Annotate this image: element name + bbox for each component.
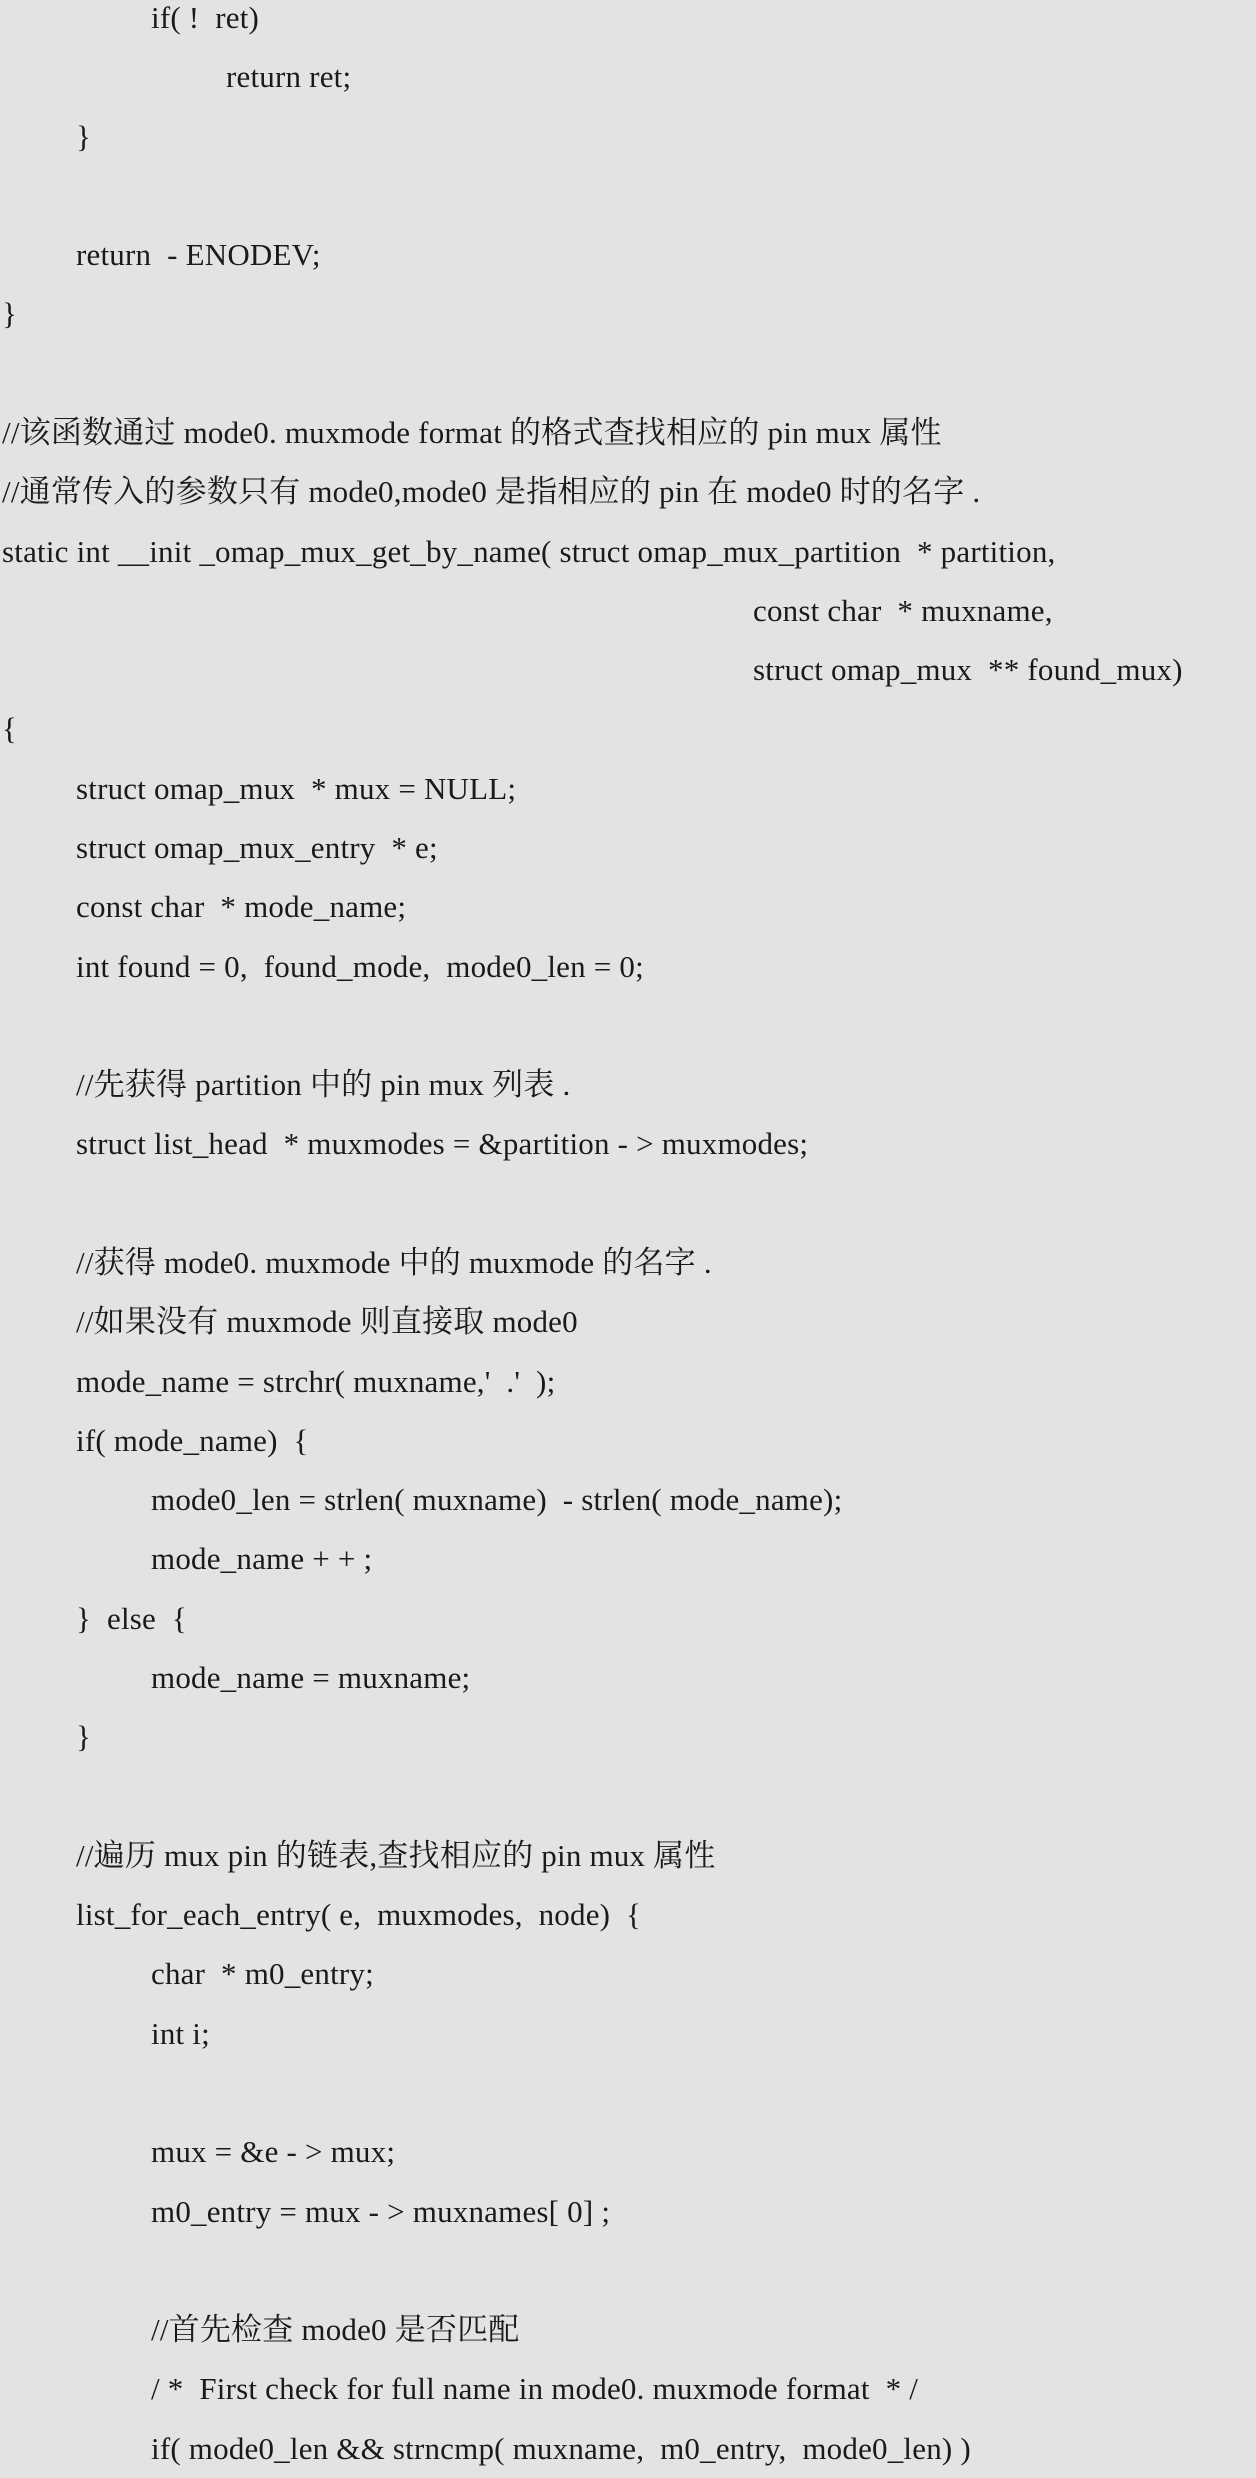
code-comment-line: //获得 mode0. muxmode 中的 muxmode 的名字 . (76, 1245, 712, 1280)
code-line-29: mode_name = muxname; (151, 1660, 471, 1695)
code-line-6: } (2, 296, 18, 331)
code-line-20: struct list_head * muxmodes = &partition - > muxmodes; (76, 1126, 809, 1161)
code-comment-line: //先获得 partition 中的 pin mux 列表 . (76, 1067, 571, 1102)
code-line-blank-1 (0, 166, 2, 225)
code-line-blank-6 (0, 2063, 2, 2122)
code-line-38: m0_entry = mux - > muxnames[ 0] ; (151, 2194, 611, 2229)
code-line-blank-7 (0, 2241, 2, 2300)
code-comment-line: //遍历 mux pin 的链表,查找相应的 pin mux 属性 (76, 1838, 716, 1873)
code-line-24: mode_name = strchr( muxname,' .' ); (76, 1364, 556, 1399)
code-line-26: mode0_len = strlen( muxname) - strlen( mode_name); (151, 1482, 843, 1517)
code-line-14: struct omap_mux * mux = NULL; (76, 771, 517, 806)
code-line-30: } (76, 1719, 92, 1754)
code-line-13: { (2, 711, 18, 746)
code-comment-line: //首先检查 mode0 是否匹配 (151, 2312, 520, 2347)
code-line-1: if( ! ret) (151, 0, 260, 35)
code-comment-line: //通常传入的参数只有 mode0,mode0 是指相应的 pin 在 mode0 时的名字 . (2, 474, 981, 509)
code-line-37: mux = &e - > mux; (151, 2134, 396, 2169)
code-comment-line: / * First check for full name in mode0. muxmode format * / (151, 2371, 919, 2406)
function-signature-line: struct omap_mux ** found_mux) (753, 652, 1183, 687)
code-line-blank-4 (0, 1174, 2, 1233)
code-line-17: int found = 0, found_mode, mode0_len = 0; (76, 949, 644, 984)
code-comment-line: //该函数通过 mode0. muxmode format 的格式查找相应的 pin mux 属性 (2, 415, 942, 450)
code-line-28: } else { (76, 1601, 187, 1636)
code-line-42: if( mode0_len && strncmp( muxname, m0_entry, mode0_len) ) (151, 2431, 971, 2466)
code-line-27: mode_name + + ; (151, 1541, 373, 1576)
function-signature-line: static int __init _omap_mux_get_by_name( struct omap_mux_partition * partition, (2, 534, 1056, 569)
function-signature-line: const char * muxname, (753, 593, 1053, 628)
code-comment-line: //如果没有 muxmode 则直接取 mode0 (76, 1304, 578, 1339)
code-line-34: char * m0_entry; (151, 1956, 374, 1991)
code-line-blank-5 (0, 1767, 2, 1826)
code-line-15: struct omap_mux_entry * e; (76, 830, 438, 865)
code-line-3: } (76, 119, 92, 154)
code-line-2: return ret; (226, 59, 352, 94)
code-line-5: return - ENODEV; (76, 237, 321, 272)
code-line-16: const char * mode_name; (76, 889, 407, 924)
code-line-33: list_for_each_entry( e, muxmodes, node) { (76, 1897, 642, 1932)
code-line-blank-2 (0, 344, 2, 403)
code-line-blank-3 (0, 996, 2, 1055)
code-line-35: int i; (151, 2016, 210, 2051)
code-line-25: if( mode_name) { (76, 1423, 309, 1458)
